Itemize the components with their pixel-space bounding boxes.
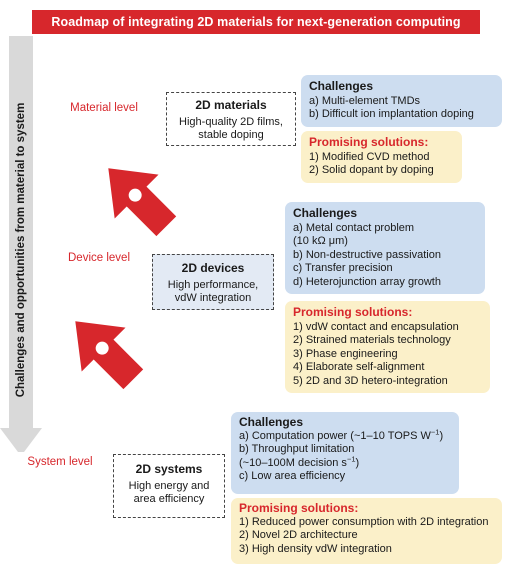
box-title: 2D materials <box>195 98 267 112</box>
panel-heading: Challenges <box>239 415 304 429</box>
box-2d-devices <box>152 254 274 310</box>
red-down-left-arrow <box>93 152 183 244</box>
challenge-item: b) Difficult ion implantation doping <box>309 108 474 121</box>
solutions-panel-material <box>301 131 462 183</box>
side-label: Challenges and opportunities from material to system <box>15 102 27 398</box>
level-tag-system: System level <box>14 452 106 472</box>
challenges-panel-system <box>231 412 459 494</box>
challenge-item: d) Heterojunction array growth <box>293 275 441 288</box>
solution-item: 1) vdW contact and encapsulation <box>293 320 459 333</box>
box-line: High energy and <box>128 479 210 492</box>
challenge-item: c) Transfer precision <box>293 262 393 275</box>
box-line: stable doping <box>198 129 264 141</box>
challenges-panel-material <box>301 75 502 127</box>
panel-heading: Promising solutions: <box>239 501 359 515</box>
solution-item: 3) High density vdW integration <box>239 542 392 555</box>
challenge-item: c) Low area efficiency <box>239 469 346 482</box>
solution-item: 5) 2D and 3D hetero-integration <box>293 374 448 387</box>
title-bar <box>32 10 480 34</box>
panel-heading: Challenges <box>309 79 374 93</box>
solution-item: 1) Modified CVD method <box>309 150 430 163</box>
challenge-item: a) Metal contact problem <box>293 221 415 234</box>
box-line: area efficiency <box>133 493 205 505</box>
panel-heading: Promising solutions: <box>309 135 429 149</box>
challenge-item: a) Multi-element TMDs <box>309 94 421 107</box>
challenge-item: b) Throughput limitation <box>239 443 355 456</box>
diagram-title: Roadmap of integrating 2D materials for next-generation computing <box>51 15 461 29</box>
red-down-left-arrow <box>60 305 150 397</box>
solutions-panel-system <box>231 498 502 564</box>
solution-item: 3) Phase engineering <box>293 347 398 360</box>
challenges-panel-device <box>285 202 485 294</box>
solution-item: 2) Strained materials technology <box>293 334 451 347</box>
box-2d-systems <box>113 454 225 518</box>
box-line: vdW integration <box>174 292 252 304</box>
challenge-item: a) Computation power (~1–10 TOPS $W^{-1}$) <box>239 427 444 443</box>
box-line: High-quality 2D films, <box>179 115 283 128</box>
solution-item: 4) Elaborate self-alignment <box>293 361 425 374</box>
challenge-item: (~10–100M decision $s^{-1}$) <box>239 453 360 469</box>
solution-item: 2) Solid dopant by doping <box>309 164 434 177</box>
solution-item: 1) Reduced power consumption with 2D integration <box>239 516 489 529</box>
panel-heading: Challenges <box>293 206 358 220</box>
challenge-item: (10 kΩ μm) <box>293 235 348 248</box>
solutions-panel-device <box>285 301 490 393</box>
box-title: 2D systems <box>135 462 203 476</box>
level-tag-material: Material level <box>58 98 150 118</box>
panel-heading: Promising solutions: <box>293 305 413 319</box>
box-2d-materials <box>166 92 296 146</box>
box-line: High performance, <box>167 278 259 291</box>
solution-item: 2) Novel 2D architecture <box>239 529 358 542</box>
level-tag-device: Device level <box>56 248 142 268</box>
challenge-item: b) Non-destructive passivation <box>293 248 441 261</box>
box-title: 2D devices <box>181 261 245 275</box>
